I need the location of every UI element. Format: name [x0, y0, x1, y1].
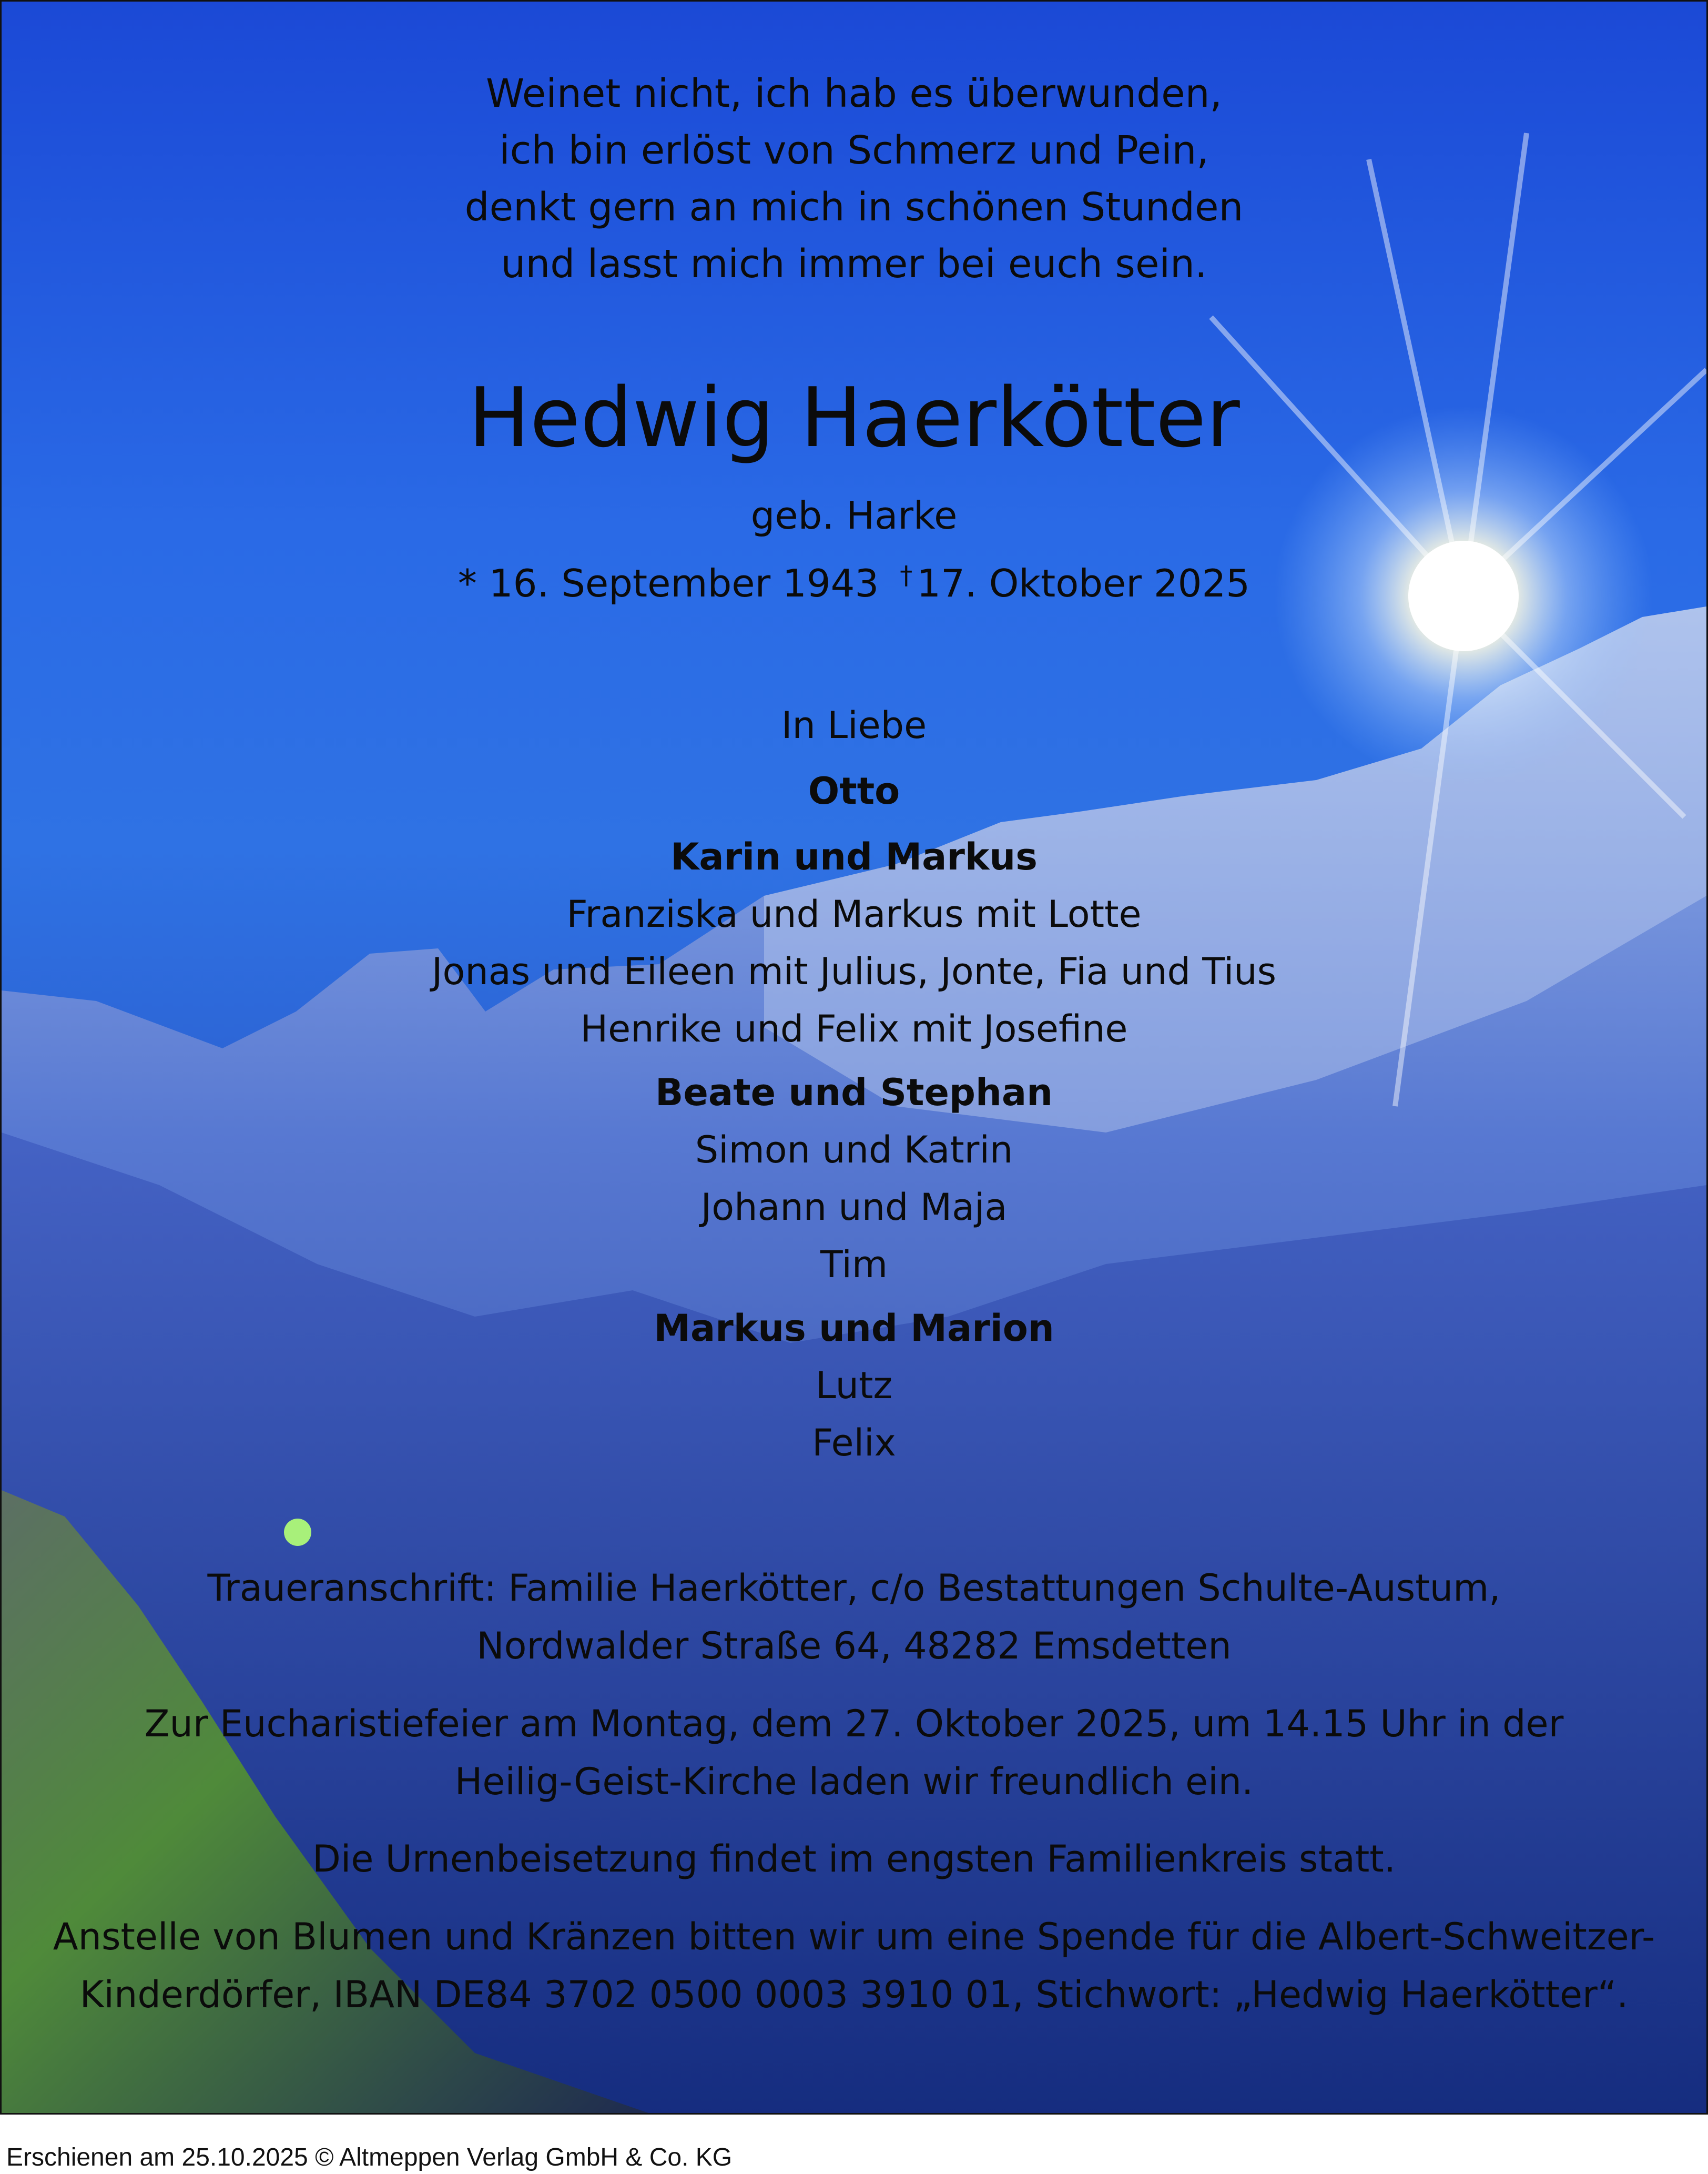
family-line: Karin und Markus: [670, 835, 1038, 878]
poem-line: und lasst mich immer bei euch sein.: [501, 241, 1207, 287]
family-line: Henrike und Felix mit Josefine: [580, 1007, 1128, 1050]
birth-date: * 16. September 1943: [458, 561, 879, 605]
family-line: Felix: [812, 1421, 896, 1464]
mourning-address: Traueranschrift: Familie Haerkötter, c/o Bestattungen Schulte-Austum,: [207, 1566, 1501, 1610]
family-line: Otto: [808, 770, 900, 813]
donation-info: Anstelle von Blumen und Kränzen bitten wir um eine Spende für die Albert-Schweitzer-: [53, 1915, 1655, 1958]
family-line: Beate und Stephan: [655, 1071, 1053, 1114]
mourning-address: Nordwalder Straße 64, 48282 Emsdetten: [476, 1624, 1232, 1667]
poem-line: Weinet nicht, ich hab es überwunden,: [485, 71, 1223, 116]
family-line: Jonas und Eileen mit Julius, Jonte, Fia und Tius: [431, 950, 1277, 993]
family-line: Lutz: [815, 1364, 893, 1407]
family-line: Tim: [820, 1243, 888, 1286]
service-info: Heilig-Geist-Kirche laden wir freundlich ein.: [454, 1760, 1254, 1803]
service-info: Zur Eucharistiefeier am Montag, dem 27. Oktober 2025, um 14.15 Uhr in der: [144, 1702, 1564, 1745]
donation-info: Kinderdörfer, IBAN DE84 3702 0500 0003 3910 01, Stichwort: „Hedwig Haerkötter“.: [79, 1973, 1629, 2016]
death-date: 17. Oktober 2025: [917, 561, 1250, 605]
family-line: Johann und Maja: [700, 1186, 1008, 1229]
birth-name: geb. Harke: [750, 493, 958, 538]
poem-line: denkt gern an mich in schönen Stunden: [464, 185, 1244, 230]
family-line: Simon und Katrin: [695, 1128, 1013, 1171]
life-dates: [2, 561, 1706, 605]
deceased-name: Hedwig Haerkötter: [468, 370, 1240, 466]
burial-info: Die Urnenbeisetzung findet im engsten Familienkreis statt.: [312, 1837, 1396, 1880]
cross-icon: †: [900, 561, 913, 590]
publication-footer: Erschienen am 25.10.2025 © Altmeppen Verlag GmbH & Co. KG: [6, 2143, 733, 2171]
family-intro: In Liebe: [781, 704, 927, 747]
notice-text: [2, 2, 1706, 2113]
poem-line: ich bin erlöst von Schmerz und Pein,: [499, 128, 1209, 173]
family-line: Markus und Marion: [654, 1307, 1054, 1350]
family-line: Franziska und Markus mit Lotte: [566, 893, 1142, 936]
